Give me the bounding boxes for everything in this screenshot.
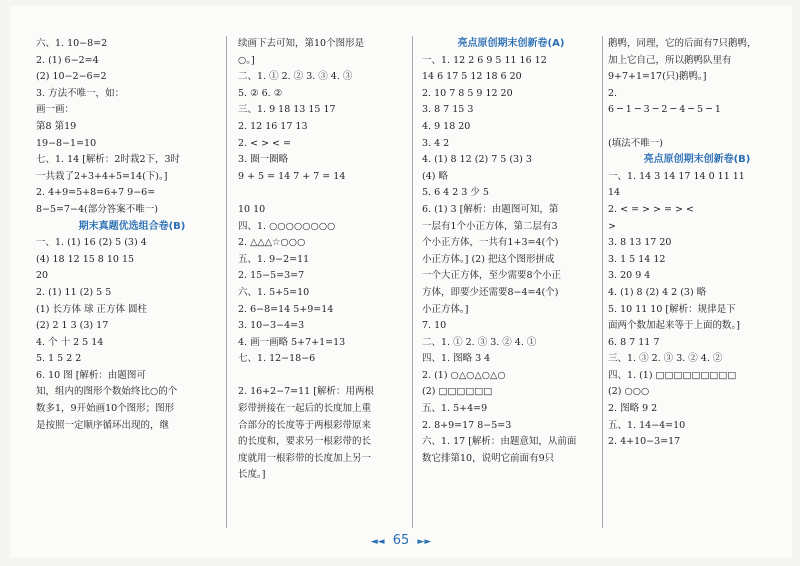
col2-line: 2. 6−8=14 5+9=14	[238, 303, 334, 315]
page-footer	[10, 533, 792, 548]
col3-line: 五、1. 5+4=9	[422, 403, 488, 415]
col1-line: 第8 第19	[36, 120, 77, 132]
col3-line: 二、1. ① 2. ③ 3. ② 4. ①	[422, 336, 537, 348]
col1-line: 8−5=7−4(部分答案不唯一)	[36, 203, 158, 215]
prev-arrows-icon: ◄◄	[370, 537, 385, 547]
col2-line	[238, 368, 410, 385]
page-number: 65	[392, 533, 410, 548]
col4-line: 3. 20 9 4	[608, 270, 651, 282]
col3-line: 3. 4 2	[422, 137, 450, 149]
col3-line: 一、1. 12 2 6 9 5 11 16 12	[422, 54, 547, 66]
section-heading: 期末真题优选组合卷(B)	[78, 220, 186, 232]
col3-line: 个小正方体，一共有1+3=4(个)	[422, 237, 559, 249]
col4-line: 14	[608, 187, 621, 199]
col2-line: 2. △△△☆○○○	[238, 237, 306, 249]
col3-line: 14 6 17 5 12 18 6 20	[422, 71, 522, 83]
col2-line: 9 + 5 = 14 7 + 7 = 14	[238, 170, 346, 182]
column-4	[608, 36, 786, 451]
col3-line: 4. (1) 8 12 (2) 7 5 (3) 3	[422, 154, 532, 166]
col4-line: 四、1. (1) □□□□□□□□□	[608, 369, 737, 381]
col2-line: 二、1. ① 2. ② 3. ③ 4. ③	[238, 71, 353, 83]
next-arrows-icon: ►►	[417, 537, 432, 547]
col2-line: ○。]	[238, 54, 255, 66]
col3-line: (2) □□□□□□	[422, 386, 493, 398]
col1-line: 5. 1 5 2 2	[36, 353, 82, 365]
col3-line: 一个大正方体，至少需要8个小正	[422, 270, 562, 282]
col2-line: 续画下去可知，第10个图形是	[238, 38, 365, 49]
col4-line: 6. 8 7 11 7	[608, 336, 660, 348]
col1-line: (2) 2 1 3 (3) 17	[36, 320, 109, 332]
column-divider	[602, 36, 603, 528]
col3-line: 小正方体。] (2) 把这个图形拼成	[422, 253, 555, 265]
col3-line: 5. 6 4 2 3 少 5	[422, 187, 489, 199]
col4-line: 一、1. 14 3 14 17 14 0 11 11	[608, 170, 745, 182]
col2-line: 度就用一根彩带的长度加上另一	[238, 452, 372, 464]
col4-line: 三、1. ③ 2. ③ 3. ② 4. ②	[608, 353, 723, 365]
col1-line: 6. 10 图 [解析：由题图可	[36, 369, 146, 381]
col3-line: 2. 8+9=17 8−5=3	[422, 419, 512, 431]
col3-line: 6. (1) 3 [解析：由题图可知，第	[422, 203, 559, 215]
col1-line: 七、1. 14 [解析：2时栽2下，3时	[36, 154, 181, 166]
col2-line: 的长度和，要求另一根彩带的长	[238, 436, 372, 448]
col2-line: 长度。]	[238, 469, 266, 481]
col4-line: 9+7+1=17(只)鹅鸭。]	[608, 71, 707, 83]
col4-line: 6 ─ 1 ─ 3 ─ 2 ─ 4 ─ 5 ─ 1	[608, 104, 721, 116]
answer-key-page	[10, 6, 792, 558]
col2-line: 七、1. 12−18−6	[238, 353, 316, 365]
col1-line: 4. 个 十 2 5 14	[36, 336, 104, 348]
col3-line: 2. 10 7 8 5 9 12 20	[422, 87, 513, 99]
col2-line: 5. ② 6. ②	[238, 87, 283, 99]
col3-line: (4) 略	[422, 170, 448, 182]
col1-line: 数多1，9开始画10个图形；图形	[36, 403, 175, 415]
column-1	[36, 36, 228, 434]
col4-line: 2.	[608, 87, 618, 99]
col2-line: 彩带拼接在一起后的长度加上重	[238, 403, 372, 415]
column-divider	[412, 36, 413, 528]
col4-line: 加上它自己，所以鹅鸭队里有	[608, 54, 732, 66]
col3-line: 2. (1) ○△○△○△○	[422, 369, 506, 381]
col2-line: 4. 画一画略 5+7+1=13	[238, 336, 346, 348]
col3-line: 一层有1个小正方体，第二层有3	[422, 220, 558, 232]
col1-line: 六、1. 10−8=2	[36, 38, 108, 49]
col2-line: 2. 16+2−7=11 [解析：用两根	[238, 386, 374, 398]
col3-line: 7. 10	[422, 320, 447, 332]
col4-line: 面两个数加起来等于上面的数。]	[608, 320, 740, 332]
col1-line: 是按照一定顺序循环出现的，继	[36, 419, 170, 431]
col1-line: (4) 18 12 15 8 10 15	[36, 253, 135, 265]
col2-line: 3. 圈一圈略	[238, 154, 289, 166]
col1-line: 知，组内的图形个数始终比○的个	[36, 386, 178, 398]
col2-line	[238, 185, 410, 202]
col2-line: 2. 15−5=3=7	[238, 270, 305, 282]
col1-line: (1) 长方体 球 正方体 圆柱	[36, 303, 148, 315]
col4-line: (2) ○○○	[608, 386, 650, 398]
col4-line	[608, 119, 786, 136]
col3-line: 数它排第10，说明它前面有9只	[422, 452, 555, 464]
col3-line: 六、1. 17 [解析：由题意知，从前面	[422, 436, 577, 448]
col4-line: 2. 4+10−3=17	[608, 436, 681, 448]
col1-line: 画一画：	[36, 104, 75, 116]
col1-line: 2. (1) 6−2=4	[36, 54, 99, 66]
col4-line: >	[608, 220, 616, 232]
col1-line: 19−8−1=10	[36, 137, 97, 149]
col4-line: 3. 1 5 14 12	[608, 253, 666, 265]
col4-line: 2. 图略 9 2	[608, 403, 658, 415]
col4-line: 4. (1) 8 (2) 4 2 (3) 略	[608, 286, 707, 298]
section-heading: 亮点原创期末创新卷(A)	[457, 38, 565, 49]
col3-line: 小正方体。]	[422, 303, 469, 315]
col4-line: 3. 8 13 17 20	[608, 237, 672, 249]
col2-line: 2. < > < =	[238, 137, 291, 149]
col4-line: 五、1. 14−4=10	[608, 419, 686, 431]
col1-line: 20	[36, 270, 49, 282]
col1-line: 3. 方法不唯一，如：	[36, 87, 125, 99]
col4-line: (填法不唯一)	[608, 137, 663, 149]
col2-line: 3. 10−3−4=3	[238, 320, 305, 332]
col3-line: 四、1. 图略 3 4	[422, 353, 491, 365]
col1-line: 2. (1) 11 (2) 5 5	[36, 286, 112, 298]
col3-line: 方体，即要少还需要8−4=4(个)	[422, 286, 559, 298]
col2-line: 六、1. 5+5=10	[238, 286, 310, 298]
col2-line: 2. 12 16 17 13	[238, 120, 308, 132]
col2-line: 合部分的长度等于两根彩带原来	[238, 419, 372, 431]
col4-line: 2. < = > > = > <	[608, 203, 694, 215]
col4-line: 鹅鸭，同理，它的后面有7只鹅鸭，	[608, 38, 757, 49]
section-heading: 亮点原创期末创新卷(B)	[643, 154, 751, 166]
column-2	[238, 36, 410, 484]
col1-line: 一共栽了2+3+4+5=14(下)。]	[36, 170, 168, 182]
col3-line: 4. 9 18 20	[422, 120, 471, 132]
col2-line: 10 10	[238, 203, 266, 215]
col3-line: 3. 8 7 15 3	[422, 104, 474, 116]
col2-line: 五、1. 9−2=11	[238, 253, 310, 265]
col1-line: 一、1. (1) 16 (2) 5 (3) 4	[36, 237, 147, 249]
col2-line: 四、1. ○○○○○○○○	[238, 220, 336, 232]
col4-line: 5. 10 11 10 [解析：规律是下	[608, 303, 736, 315]
col2-line: 三、1. 9 18 13 15 17	[238, 104, 336, 116]
col1-line: 2. 4+9=5+8=6+7 9−6=	[36, 187, 156, 199]
column-3	[422, 36, 600, 467]
col1-line: (2) 10−2−6=2	[36, 71, 107, 83]
